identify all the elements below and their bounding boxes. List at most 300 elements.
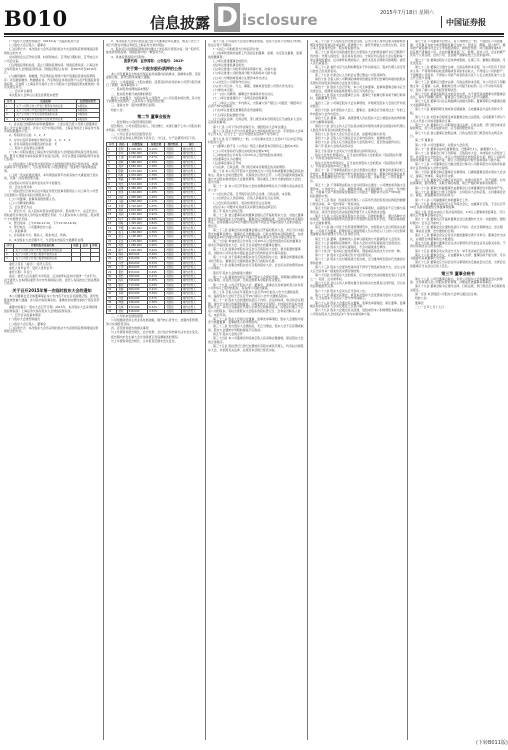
paragraph: 第五节 股东大会的召开	[213, 332, 243, 337]
paragraph: 四、涉及财务报告的相关事项	[111, 326, 149, 331]
table-cell: 38	[107, 309, 117, 313]
table-cell: 境内自然人	[181, 257, 201, 261]
paragraph: 第七十四条 董事连续两次未能亲自出席，也不委托其他董事出席董事会会议，视为不能履行职责，董事会应当建议股东大会予以撤换。	[410, 91, 506, 100]
table-cell: 境内自然人	[181, 213, 201, 217]
paragraph: 2、特别决议议案：1、2、3	[9, 133, 46, 138]
paragraph: (六)法律、行政法规、部门规章或本章程规定的其他情形。	[213, 165, 288, 170]
table-cell: 无限售	[164, 195, 181, 199]
table-cell: 境内自然人	[181, 151, 201, 155]
table-cell: 境内自然人	[181, 164, 201, 168]
paragraph: 第九十七条 董事会应当对会议所议事项的决定做成会议记录，出席会议的董事应当在会议记录上签名。	[410, 260, 506, 269]
table-cell: 1.43%	[148, 186, 165, 190]
column-3	[208, 40, 304, 742]
table-cell: 3.12%	[148, 147, 165, 151]
paragraph: 3、股东可以在网络投票时间内通过上述系统行使表决权。同一股份只能选择现场投票、网络投票中的一种表决方式。	[106, 46, 200, 55]
table-cell: 0.71%	[148, 235, 165, 239]
table-cell: 0.36%	[148, 301, 165, 305]
table-cell: 1.93%	[148, 169, 165, 173]
paragraph: 第二十七条 监事会或股东自行召集的股东大会，会议所必需的费用由本公司承担。	[208, 262, 304, 271]
table-cell: 680,000	[127, 287, 147, 291]
table-cell: 无限售	[164, 178, 181, 182]
table-cell: 无限售	[164, 279, 181, 283]
paragraph: 一、股东股份质押的基本情况	[111, 87, 149, 92]
table-cell: 梁宇	[117, 235, 127, 239]
paragraph: 第三十八条 委托书应当注明如果股东不作具体指示，股东代理人是否可以按自己的意思表决。	[310, 65, 406, 73]
table-cell: 36	[107, 301, 117, 305]
table-cell: 13	[107, 200, 117, 204]
table-cell: 30	[107, 274, 117, 278]
table-cell: 程亮	[117, 279, 127, 283]
table-cell: 无限售	[164, 204, 181, 208]
paragraph: 第四十九条 召集人应当保证股东大会连续举行，直至形成最终决议。	[315, 140, 403, 145]
paragraph: 第一百条 本章程经公司股东大会审议通过后生效。	[415, 292, 480, 297]
paragraph: 公司将继续坚持主营业务发展战略，提升核心竞争力，加强内部管理，努力实现经营目标。	[106, 318, 201, 327]
table-cell: 曾毅	[117, 309, 127, 313]
section-heading: 第三节 董事会秘书	[441, 270, 475, 276]
table-cell: 袁静	[117, 287, 127, 291]
table-cell: 1,540,000	[127, 213, 147, 217]
table-cell: A股股东	[76, 104, 99, 108]
paragraph: 第七十条 公司董事为自然人，有下列情形之一的，不能担任公司的董事：无民事行为能力或者限制民事行为能力；因贪污、贿赂、侵占财产、挪用财产或者破坏社会主义市场经济秩序，被判处刑罚，执行期满未逾5年；担任破产清算的公司、企业的董事或者厂长、经理，对该公司、企业的破产负有个人责任的，自该公司、企业破产清算完结之日起未逾3年。	[410, 40, 506, 58]
table-header-cell: 持股比例	[148, 143, 165, 147]
paragraph: 第三十五条 股权登记日登记在册的所有股东或其代理人，均有权出席股东大会，并依照有关法律、法规及本章程行使表决权。	[208, 344, 304, 352]
table-cell: 无限售	[164, 257, 181, 261]
paragraph: (十四)审议批准变更募集资金用途事项；	[213, 108, 265, 113]
table-cell: 王强	[117, 156, 127, 160]
paragraph: 第九十九条 董事会秘书应遵守法律、行政法规、部门规章及本章程的有关规定。	[410, 284, 506, 293]
table-cell: 无限售	[164, 283, 181, 287]
table-cell: 0.39%	[148, 292, 165, 296]
table-cell: 0.92%	[148, 213, 165, 217]
paragraph: 第十六条 公司股东大会由全体股东组成，股东大会是公司的权力机构，依法行使下列职权：	[208, 40, 304, 47]
table-cell: 境内自然人	[181, 305, 201, 309]
paragraph: 第九十四条 董事与董事会会议决议事项所涉及的企业有关联关系的，不得对该项决议行使表决权。	[410, 240, 506, 249]
paragraph: 第三十条 召集人将在年度股东大会召开20日前以公告方式通知各股东，临时股东大会将于会议召开15日前以公告方式通知各股东。	[208, 290, 299, 298]
table-cell: 境内自然人	[181, 217, 201, 221]
table-cell: 2.18%	[148, 164, 165, 168]
paragraph: 第五十二条 下列事项由股东大会以特别决议通过：公司增加或者减少注册资本；公司的分立、合并、解散和清算；本章程的修改；公司在一年内购买、出售重大资产或者担保金额超过公司最近一期经审计总资产30%的；股权激励计划。	[310, 183, 406, 199]
table-cell: 境内自然人	[181, 287, 201, 291]
paragraph: 第四十八条 召集人应当保证会议记录内容真实、准确和完整。	[315, 135, 394, 140]
table-cell	[71, 257, 80, 261]
table-cell: 陈静	[117, 169, 127, 173]
table-cell	[81, 257, 90, 261]
table-cell: A股股东	[76, 117, 99, 121]
paragraph: (一)股权登记日收市后在中国证券登记结算有限责任公司上海分公司登记在册的公司股东有权出席股东大会。	[4, 189, 98, 197]
paragraph: 第七十二条 董事应当遵守法律、行政法规和本章程，对公司负有下列忠实义务：不得利用职权收受贿赂或者其他非法收入，不得侵占公司的财产；不得挪用公司资金；不得将公司资产或者资金以其个人名义或者其他个人名义开立账户存储。	[410, 65, 506, 81]
table-cell: 胡斌	[117, 208, 127, 212]
table-cell: 1,615,000	[127, 208, 147, 212]
paragraph: 一、报告期内公司经营情况回顾	[111, 120, 152, 125]
paragraph: (四)董事会认为必要时；	[213, 156, 245, 161]
table-cell: 无限售	[164, 200, 181, 204]
table-cell: 9	[107, 182, 117, 186]
table-cell: 无限售	[164, 169, 181, 173]
paragraph: 委托人签名（盖章）：受托人签名：	[9, 261, 54, 266]
paragraph: 近日，公司接到第一大股东通知，获悉其将所持有的本公司部分股份进行了质押，具体事项如下：	[106, 79, 201, 88]
table-cell: 董浩	[117, 270, 127, 274]
table-cell: 32	[107, 283, 117, 287]
table-cell: 无限售	[164, 160, 181, 164]
table-cell: 无限售	[164, 230, 181, 234]
table-cell: 境内自然人	[181, 248, 201, 252]
table-cell: 1.51%	[148, 182, 165, 186]
paragraph: (二)公司未弥补的亏损达实收股本总额1/3时；	[213, 148, 272, 153]
paragraph: 第七十六条 董事辞职生效或者任期届满，应向董事会办妥所有移交手续。	[410, 107, 503, 115]
table-cell: 25	[107, 252, 117, 256]
table-header-cell: 反对	[81, 244, 90, 248]
paragraph: 第七十一条 董事由股东大会选举或更换，任期三年。董事任期届满，可连选连任。	[410, 57, 506, 66]
table-cell: 关于公司符合非公开发行股票条件的议案	[14, 248, 71, 252]
table-cell: 16	[107, 213, 117, 217]
paragraph: 第三十二条 股东大会拟讨论董事、监事选举事项的，股东大会通知中将充分披露董事、监事候选人的详细资料。	[208, 316, 304, 325]
table-cell: 7	[107, 173, 117, 177]
paragraph: 第六十九条 股东大会通过有关派现、送股或资本公积转增股本提案的，公司将在股东大会结束后2个月内实施具体方案。	[310, 308, 406, 316]
table-cell: 3	[5, 257, 14, 261]
table-cell: 2,380,000	[127, 186, 147, 190]
table-cell: 无限售	[164, 213, 181, 217]
table-header-cell: 非累积投票议案名称	[14, 244, 71, 248]
table-cell: 无限售	[164, 235, 181, 239]
table-cell: 境内自然人	[181, 160, 201, 164]
table-header-cell: 议案名称	[15, 100, 77, 104]
paragraph: 2、本次股东大会审议的议案已经公司董事会审议通过，相关公告已于同日刊登在中国证券报及上海证券交易所网站。	[106, 40, 200, 47]
table-cell: 境内自然人	[181, 186, 201, 190]
header-rule-thin	[4, 36, 504, 37]
paragraph: (三)单独或者合计持有公司10%以上股份的股东请求时；	[213, 152, 286, 157]
paragraph: (三)同一表决权通过现场、本所网络投票平台或其他方式重复进行表决的，以第一次投票结果为准。	[4, 172, 98, 181]
paragraph: 第三十一条 股东大会的通知包括以下内容：会议的时间、地点和会议期限；提交会议审议的事项和提案；以明显的文字说明：全体股东均有权出席股东大会，并可以书面委托代理人出席会议和参加表决，该股东代理人不必是公司的股东；有权出席股东大会股东的股权登记日；会务常设联系人姓名，电话号码。	[208, 298, 304, 317]
table-header-cell: 姓名	[117, 143, 127, 147]
paragraph: (二)股东大会召集人：董事会	[9, 43, 46, 48]
paragraph: 第八十二条 董事会行使下列职权：召集股东大会，并向股东大会报告工作；执行股东大会的决议；决定公司的经营计划和投资方案；制订公司的年度财务预算方案、决算方案；制订公司的利润分配方案和弥补亏损方案。	[410, 150, 506, 163]
table-cell: 2,970,000	[127, 173, 147, 177]
table-cell: 境内自然人	[181, 208, 201, 212]
paragraph: 第五十四条 股东大会审议有关关联交易事项时，关联股东不应当参与投票表决，其所代表的有表决权的股份数不计入有效表决总数。	[310, 206, 406, 214]
table-cell: 李华	[117, 151, 127, 155]
continuation-label: (下转B011版)	[476, 740, 508, 746]
paragraph: 第六节 股东大会的表决和决议	[315, 144, 354, 149]
paragraph: 第八十条 公司设董事会，对股东大会负责。	[415, 142, 471, 147]
paragraph: 第六十二条 股东大会对提案进行表决前，应当推举两名股东代表参加计票和监票。	[310, 257, 406, 266]
paragraph: (四)现场会议召开的日期、时间和地点：召开的日期时间，召开地点为公司会议室。	[4, 55, 98, 63]
paragraph: 2、本次股东大会会期半天，与会股东食宿及交通费用自理。	[9, 237, 86, 242]
column-5	[410, 40, 506, 742]
table-cell: 境内自然人	[181, 243, 201, 247]
table-cell: 0.43%	[148, 283, 165, 287]
table-cell: 境内自然人	[181, 274, 201, 278]
paragraph: 第八十一条 董事会由9名董事组成，设董事长1人，副董事长1人。	[415, 146, 500, 151]
table-cell: 17	[107, 217, 117, 221]
table-cell: 980,000	[127, 252, 147, 256]
paragraph: 第四十条 召集人和公司聘请的律师将依据证券登记结算机构提供的股东名册共同对股东资格的合法性进行验证。	[310, 77, 406, 85]
table-cell: 谢芳	[117, 248, 127, 252]
paragraph: 第九十二条 董事会会议通知包括以下内容：会议日期和地点；会议期限；事由及议题；发出通知的日期。	[410, 225, 503, 233]
table-cell: 27	[107, 261, 117, 265]
paragraph: 第五十七条 董事、监事候选人名单以提案的方式提请股东大会表决。	[315, 236, 403, 241]
table-cell: 孙莉	[117, 195, 127, 199]
table-cell: A股股东	[76, 113, 99, 117]
table-header-cell: 备注	[181, 143, 201, 147]
table-cell: 关于公司非公开发行股票方案的议案	[15, 108, 77, 112]
table-cell: 2,510,000	[127, 182, 147, 186]
table-cell: 杨帆	[117, 173, 127, 177]
paragraph: (一)决定公司的经营方针和投资计划；	[213, 46, 262, 51]
paragraph: 第三节 股东大会的召集	[213, 208, 243, 213]
paragraph: 第八十八条 公司副董事长协助董事长工作。	[415, 197, 471, 202]
table-cell: 1,260,000	[127, 230, 147, 234]
table-cell: 1.28%	[148, 191, 165, 195]
table-cell: 境内自然人	[181, 230, 201, 234]
table-cell: 0.56%	[148, 257, 165, 261]
paragraph: 第二十八条 提案的内容应当属于股东大会职权范围，有明确议题和具体决议事项，并且符合法律、行政法规和本章程的有关规定。	[208, 274, 304, 283]
data-table	[4, 99, 100, 122]
table-cell: 宋佳	[117, 239, 127, 243]
table-cell: 625,000	[127, 296, 147, 300]
table-cell: 0.37%	[148, 296, 165, 300]
table-cell: 1.12%	[148, 200, 165, 204]
table-cell: 境内自然人	[181, 169, 201, 173]
table-cell: 10	[107, 186, 117, 190]
paragraph: 1、各议案已披露的时间和披露媒体：上述议案已经公司第七届董事会第八次会议审议通过，详见公司于中国证券报、上海证券报及上海证券交易所网站披露的公告。	[4, 122, 100, 134]
paragraph: 特此公告。	[415, 296, 430, 301]
paragraph: 第二十二条 独立董事有权向董事会提议召开临时股东大会。对独立董事要求召开临时股东大会的提议，董事会应当根据法律、行政法规和本章程的规定，在收到提议后10日内提出同意或不同意召开临时股东大会的书面反馈意见。	[208, 213, 304, 228]
table-cell: 1,395,000	[127, 222, 147, 226]
table-cell: 0.47%	[148, 274, 165, 278]
paragraph: 二、会议审议事项	[9, 89, 33, 94]
paragraph: (三)投票方式：本次股东大会所采用的表决方式是现场投票和网络投票相结合的方式	[4, 47, 98, 55]
paragraph: 第四十四条 在年度股东大会上，董事会、监事会应当就其过去一年的工作向股东大会作出报告。	[310, 108, 406, 117]
table-cell: 邓辉	[117, 292, 127, 296]
table-cell: 1,470,000	[127, 217, 147, 221]
column-divider	[103, 40, 104, 740]
paragraph: 三、公司未来发展的展望	[111, 314, 143, 319]
table-cell: 境内自然人	[181, 182, 201, 186]
paragraph: (十六)审议法律、行政法规、部门规章或本章程规定应当由股东大会决定的其他事项。	[208, 116, 302, 125]
table-header-cell: 持股数量	[127, 143, 147, 147]
table-cell: 萧然	[117, 274, 127, 278]
newspaper-masthead: 中国证券报	[446, 17, 486, 27]
paragraph: 六、其他事项	[9, 229, 27, 234]
table-cell: 于洋	[117, 265, 127, 269]
page-header	[0, 0, 508, 36]
paragraph: 三、备查文件：股份质押登记证明。	[111, 103, 158, 108]
table-cell: 24	[107, 248, 117, 252]
table-cell: 1.20%	[148, 195, 165, 199]
table-cell: 无限售	[164, 261, 181, 265]
table-cell: 高飞	[117, 230, 127, 234]
table-cell: 1,080,000	[127, 243, 147, 247]
table-cell: 朱婷	[117, 204, 127, 208]
data-table	[4, 243, 100, 262]
paragraph: 第五十五条 公司应在保证股东大会合法、有效的前提下，通过各种方式和途径，包括提供网络形式的投票平台等现代信息技术手段，为股东参加股东大会提供便利。	[310, 213, 406, 225]
table-header-cell: 股份性质	[164, 143, 181, 147]
table-cell: 1	[5, 248, 14, 252]
paragraph: 第七十九条 独立董事应按照法律、行政法规及部门规章的有关规定执行。	[410, 130, 503, 139]
paragraph: 第六十七条 提案未获通过，或者本次股东大会变更前次股东大会决议的，应当在股东大会决议公告中作特别提示。	[310, 292, 403, 301]
table-cell: 吴琳	[117, 186, 127, 190]
table-cell: 1,190,000	[127, 235, 147, 239]
table-cell: 曹阳	[117, 283, 127, 287]
table-cell: 1,025,000	[127, 248, 147, 252]
table-cell: 境内自然人	[181, 265, 201, 269]
paragraph: 五、会议登记方法	[9, 205, 33, 210]
paragraph: 4、涉及关联股东回避表决的议案：无	[9, 141, 58, 146]
paragraph: (一)会议的召集、召开程序是否符合法律、行政法规、本章程；	[213, 192, 294, 197]
paragraph: 第四十一条 股东大会召开时，本公司全体董事、监事和董事会秘书应当出席会议，经理和其他高级管理人员应当列席会议。	[310, 85, 406, 93]
paragraph: (二)公司董事、监事和高级管理人员。	[9, 196, 58, 201]
table-header-cell: 同意	[71, 244, 80, 248]
table-cell: 周杰	[117, 182, 127, 186]
paragraph: 第八十三条 公司董事会应当就注册会计师对公司财务报告出具的非标准审计意见向股东大会作出说明。	[410, 162, 506, 170]
table-cell: 无限售	[164, 274, 181, 278]
table-cell: 0.53%	[148, 261, 165, 265]
paragraph: 第三十三条 发出股东大会通知后，无正当理由，股东大会不应延期或取消，股东大会通知中列明的提案不应取消。	[208, 324, 304, 333]
paragraph: 第五十一条 下列事项由股东大会以普通决议通过：董事会和监事会的工作报告；董事会拟定的利润分配方案和弥补亏损方案；董事会和监事会成员的任免及其报酬和支付方法；公司年度预算方案、决算方案；公司年度报告。	[310, 168, 406, 184]
paragraph: 第四十五条 董事、监事、高级管理人员在股东大会上就股东的质询和建议作出解释和说明。	[310, 116, 406, 124]
paragraph: (六)审议批准公司的利润分配方案和弥补亏损方案；	[213, 71, 279, 76]
paragraph: 3、对中小投资者单独计票的议案：1、2、3、4	[9, 137, 71, 142]
paragraph: 第八十四条 董事会制定董事会议事规则，以确保董事会落实股东大会决议，提高工作效率，保证科学决策。	[410, 170, 506, 178]
paragraph: (五)审议批准公司的年度财务预算方案、决算方案；	[213, 67, 279, 72]
table-cell: 0.34%	[148, 305, 165, 309]
paragraph: 2、登记时间：上午9:00-11:30，下午13:30-16:30。	[9, 220, 80, 225]
table-cell: 徐涛	[117, 191, 127, 195]
table-cell: 境内自然人	[181, 261, 201, 265]
paragraph: 1、登记方式：法人股东持营业执照复印件、股东账户卡、法定代表人授权委托书和出席人身份证办理登记手续；个人股东持本人身份证、股东账户卡办理登记手续。	[4, 209, 100, 221]
paragraph: 第九十五条 董事会决议表决方式为：举手表决或记名投票表决。	[415, 248, 497, 253]
paragraph: (五)监事会提议召开时；	[213, 161, 245, 166]
table-cell: 1,720,000	[127, 204, 147, 208]
table-cell: 3,980,000	[127, 160, 147, 164]
paragraph: 第二十四条 单独或者合计持有公司10%以上股份的股东有权向董事会请求召开临时股东大会，并应当以书面形式向董事会提出。	[208, 239, 302, 248]
paragraph: (七)对公司增加或者减少注册资本作出决议；	[213, 75, 271, 80]
paragraph: 第七十八条 董事执行公司职务时违反法律、行政法规、部门规章或本章程的规定，给公司造成损失的，应当承担赔偿责任。	[410, 122, 506, 131]
table-cell: 28	[107, 265, 117, 269]
table-cell: 马超	[117, 200, 127, 204]
table-cell: 境内自然人	[181, 156, 201, 160]
column-4	[310, 40, 406, 742]
table-cell: 2,745,000	[127, 178, 147, 182]
table-cell: 境内自然人	[181, 252, 201, 256]
table-cell: 境内自然人	[181, 235, 201, 239]
table-cell: 1	[107, 147, 117, 151]
paragraph: (六)融资融券、转融通、约定购回业务账户和沪股通投资者的投票程序：涉及融资融券、转融通业务、约定购回业务相关账户以及沪股通投资者的投票，应按照《上海证券交易所上市公司股东大会网络投票实施细则》等有关规定执行。	[4, 74, 100, 90]
table-header-cell: 序号	[5, 244, 14, 248]
paragraph: 第二十一条 本公司召开股东大会时将聘请律师对以下问题出具法律意见并公告：	[208, 184, 304, 192]
table-cell: 境内自然人	[181, 191, 201, 195]
paragraph: (一)股东大会类型和届次：2015年第一次临时股东大会	[9, 40, 80, 43]
table-cell: 31	[107, 279, 117, 283]
paragraph: 一、召开会议的基本情况	[9, 313, 41, 318]
table-cell: 境内自然人	[181, 296, 201, 300]
paragraph: (二)股东通过上海证券交易所股东大会网络投票系统行使表决权，如果其拥有多个股东账户，可以使用持有公司股票的任一股东账户参加网络投票。	[4, 161, 98, 173]
paragraph: (八)对发行公司债券作出决议；	[213, 79, 253, 84]
page-code: B010	[4, 6, 68, 31]
table-cell: 0.68%	[148, 239, 165, 243]
table-cell: 3,215,000	[127, 169, 147, 173]
table-cell: 0.79%	[148, 226, 165, 230]
table-cell: 无限售	[164, 309, 181, 313]
table-cell: 12	[107, 195, 117, 199]
paragraph: (一)本公司股东通过上海证券交易所股东大会网络投票系统行使表决权的，既可以登陆交易系统投票平台进行投票，也可以登陆互联网投票平台进行投票。	[4, 150, 100, 162]
paragraph: 本公司及董事会全体成员保证信息披露内容的真实、准确和完整，没有虚假记载、误导性陈述或重大遗漏。	[106, 71, 201, 80]
table-cell: 境内自然人	[181, 309, 201, 313]
table-cell: 815,000	[127, 270, 147, 274]
paragraph: 第八十六条 董事长和副董事长由董事会以全体董事的过半数选举产生。	[415, 185, 506, 190]
table-cell: 无限售	[164, 296, 181, 300]
table-cell: 关于公司非公开发行股票预案的议案	[14, 257, 71, 261]
paragraph: (十二)审议批准第四十一条规定的担保事项；	[213, 96, 271, 101]
paragraph: 公司主营业务收入情况如下表所示，分行业、分产品情况详见下表。	[111, 136, 198, 141]
paragraph: 第七十七条 未经本章程规定或者董事会的合法授权，任何董事不得以个人名义代表公司或者董事会行事。	[410, 115, 506, 123]
table-cell: 890,000	[127, 261, 147, 265]
disclosure-logo-initial: D	[215, 2, 239, 33]
table-cell: 0.97%	[148, 208, 165, 212]
table-row	[5, 257, 100, 261]
data-table	[106, 142, 202, 314]
table-cell: 15	[107, 208, 117, 212]
table-cell: 4	[5, 117, 15, 121]
table-cell: 0.51%	[148, 265, 165, 269]
paragraph: 第七十五条 董事可以在任期届满以前提出辞职。董事辞职应向董事会提交书面辞职报告。	[410, 99, 506, 108]
table-cell: 境内自然人	[181, 301, 201, 305]
paragraph: 第五十三条 股东（包括股东代理人）以其所代表的有表决权的股份数额行使表决权，每一股份享有一票表决权。	[310, 198, 406, 206]
paragraph: 第四十六条 会议主持人应当在表决前宣布现场出席会议的股东和代理人人数及所持有表决权的股份总数。	[310, 124, 406, 132]
table-cell: 11	[107, 191, 117, 195]
paragraph: 委托人身份证号：受托人身份证号：	[9, 265, 56, 270]
table-cell: 780,000	[127, 274, 147, 278]
table-cell: 无限售	[164, 208, 181, 212]
paragraph: 二〇一五年七月十七日	[415, 304, 444, 309]
table-cell: 1,135,000	[127, 239, 147, 243]
table-cell: 境内自然人	[181, 222, 201, 226]
table-cell: 境内自然人	[181, 270, 201, 274]
column-1	[4, 40, 100, 742]
table-cell: 1,320,000	[127, 226, 147, 230]
paragraph: 第六十五条 会议主持人如果对提交表决的决议结果有任何怀疑，可以对所投票数组织点票。	[310, 280, 406, 289]
paragraph: 第四十二条 股东大会由董事长主持。董事长不能履行职务或不履行职务时，由副董事长主持。	[310, 92, 406, 101]
table-cell: 2.91%	[148, 151, 165, 155]
table-cell: 19	[107, 226, 117, 230]
table-row	[5, 117, 100, 121]
table-cell: 22	[107, 239, 117, 243]
table-cell: 5,200,000	[127, 147, 147, 151]
table-cell: 沈琪	[117, 305, 127, 309]
table-cell: 罗娜	[117, 226, 127, 230]
section-heading: 第二节 董事会报告	[137, 114, 171, 120]
table-cell: 冯雪	[117, 261, 127, 265]
table-cell: 无限售	[164, 239, 181, 243]
table-cell: 34	[107, 292, 117, 296]
paragraph: 四、会议出席对象	[9, 184, 33, 189]
table-cell: 无限售	[164, 151, 181, 155]
table-cell: 712,000	[127, 283, 147, 287]
table-cell: 1.65%	[148, 178, 165, 182]
table-cell: 无限售	[164, 265, 181, 269]
paragraph: (三)审议批准董事会的报告；	[213, 58, 250, 63]
paragraph: (四)应本公司要求对其他有关问题出具的法律意见。	[213, 204, 279, 209]
paragraph: 第五十条 股东大会决议分为普通决议和特别决议。	[315, 148, 380, 153]
paragraph: 第十七条 公司下列对外担保行为，须经股东大会审议通过。	[213, 124, 290, 129]
section-heading: 关于召开2015年第一次临时股东大会的通知	[12, 288, 92, 294]
table-cell: 无限售	[164, 243, 181, 247]
paragraph: 第二节 董事会	[415, 138, 434, 143]
paragraph: 报告期内未发生重大会计差错更正需追溯重述的情况。	[111, 334, 181, 339]
paragraph: 第三十四条 本公司董事会和其他召集人将采取必要措施，保证股东大会的正常秩序。	[208, 336, 304, 345]
paragraph: (三)公司聘请的律师。	[9, 201, 38, 206]
table-cell: 0.41%	[148, 287, 165, 291]
